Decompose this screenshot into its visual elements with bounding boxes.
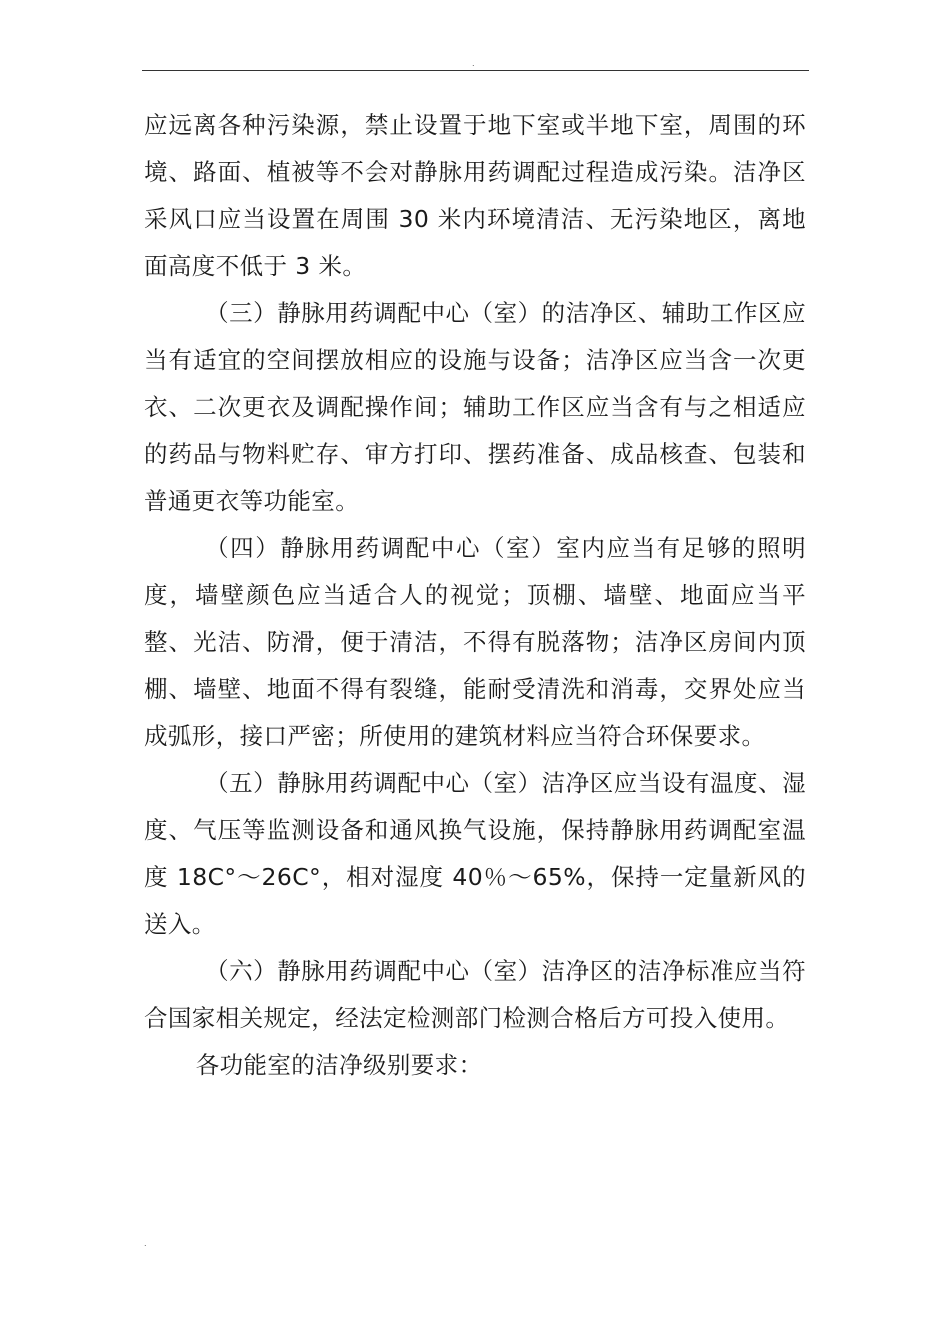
header-mark: . <box>472 59 475 68</box>
document-body <box>144 102 806 1089</box>
footer-mark: . <box>144 1239 147 1248</box>
paragraph-item-5: （五）静脉用药调配中心（室）洁净区应当设有温度、湿度、气压等监测设备和通风换气设施，保持静脉用药调配室温度 18C°～26C°，相对湿度 40％～65%，保持一定量新风的送入。 <box>144 769 806 938</box>
paragraph-item-3: （三）静脉用药调配中心（室）的洁净区、辅助工作区应当有适宜的空间摆放相应的设施与设备；洁净区应当含一次更衣、二次更衣及调配操作间；辅助工作区应当含有与之相适应的药品与物料贮存、审方打印、摆药准备、成品核查、包装和普通更衣等功能室。 <box>144 299 806 515</box>
paragraph-item-4: （四）静脉用药调配中心（室）室内应当有足够的照明度，墙壁颜色应当适合人的视觉；顶棚、墙壁、地面应当平整、光洁、防滑，便于清洁，不得有脱落物；洁净区房间内顶棚、墙壁、地面不得有裂缝，能耐受清洗和消毒，交界处应当成弧形，接口严密；所使用的建筑材料应当符合环保要求。 <box>144 534 806 750</box>
paragraph-item-6: （六）静脉用药调配中心（室）洁净区的洁净标准应当符合国家相关规定，经法定检测部门检测合格后方可投入使用。 <box>144 957 806 1032</box>
paragraph-continuation: 应远离各种污染源，禁止设置于地下室或半地下室，周围的环境、路面、植被等不会对静脉用药调配过程造成污染。洁净区采风口应当设置在周围 30 米内环境清洁、无污染地区，离地面高度不低于 3 米。 <box>144 111 806 280</box>
paragraph-cleanliness-heading: 各功能室的洁净级别要求： <box>195 1051 483 1079</box>
header-rule <box>142 70 809 71</box>
